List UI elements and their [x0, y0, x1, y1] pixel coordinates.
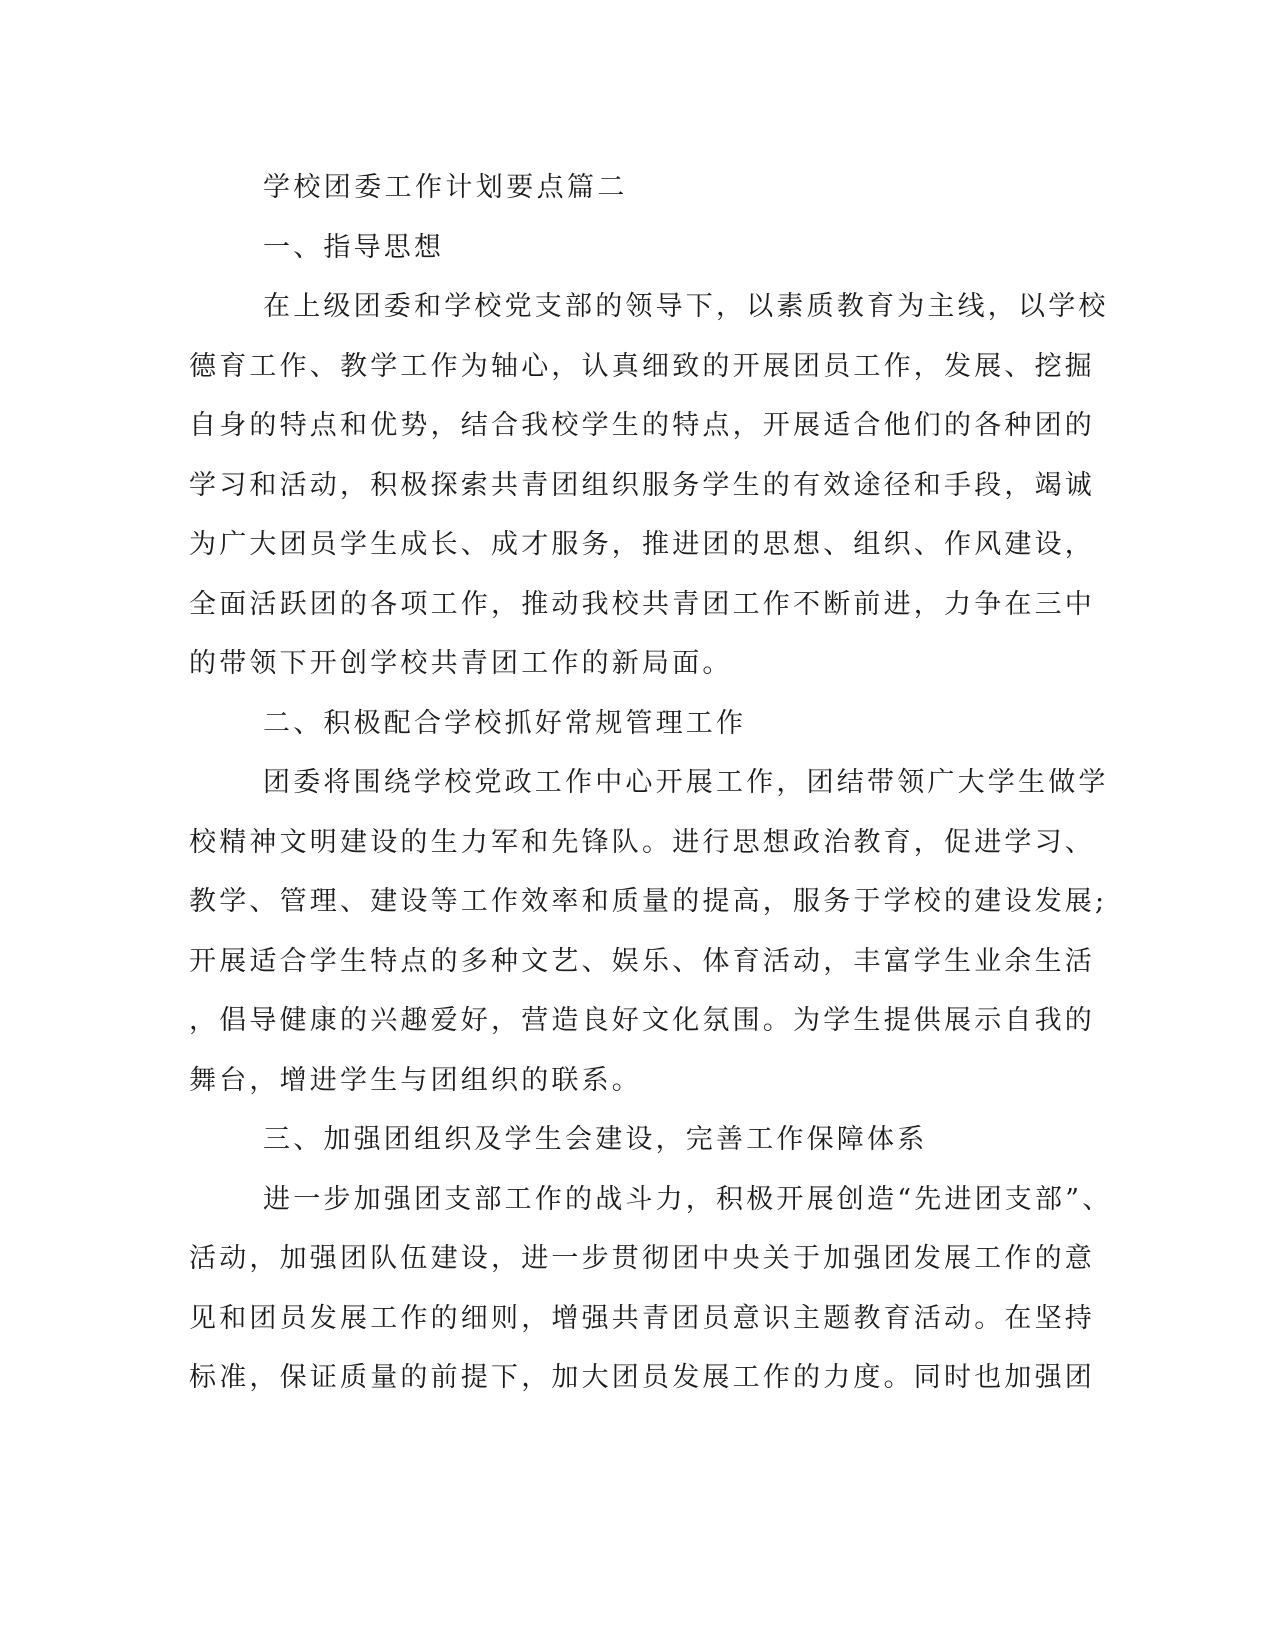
- paragraph-line: 的带领下开创学校共青团工作的新局面。: [189, 648, 733, 679]
- document-title: 学校团委工作计划要点篇二: [263, 172, 628, 203]
- paragraph-line: 全面活跃团的各项工作，推动我校共青团工作不断前进，力争在三中: [189, 588, 1095, 620]
- section-heading-2: 二、积极配合学校抓好常规管理工作: [263, 707, 747, 739]
- paragraph-line: 自身的特点和优势，结合我校学生的特点，开展适合他们的各种团的: [189, 410, 1095, 441]
- paragraph-line: 学习和活动，积极探索共青团组织服务学生的有效途径和手段，竭诚: [189, 469, 1095, 501]
- paragraph-line: 为广大团员学生成长、成才服务，推进团的思想、组织、作风建设，: [189, 529, 1095, 560]
- paragraph-line: 德育工作、教学工作为轴心，认真细致的开展团员工作，发展、挖掘: [189, 350, 1095, 382]
- section-heading-1: 一、指导思想: [263, 231, 445, 263]
- paragraph-line: 在上级团委和学校党支部的领导下，以素质教育为主线，以学校: [263, 291, 1109, 322]
- paragraph-line: 开展适合学生特点的多种文艺、娱乐、体育活动，丰富学生业余生活: [189, 945, 1095, 977]
- paragraph-line: 舞台，增进学生与团组织的联系。: [189, 1064, 642, 1096]
- paragraph-line: 活动，加强团队伍建设，进一步贯彻团中央关于加强团发展工作的意: [189, 1243, 1095, 1274]
- paragraph-line: 见和团员发展工作的细则，增强共青团员意识主题教育活动。在坚持: [189, 1302, 1095, 1334]
- paragraph-line: 标准，保证质量的前提下，加大团员发展工作的力度。同时也加强团: [189, 1362, 1095, 1393]
- paragraph-line: 进一步加强团支部工作的战斗力，积极开展创造“先进团支部”、: [263, 1183, 1113, 1215]
- paragraph-line: 团委将围绕学校党政工作中心开展工作，团结带领广大学生做学: [263, 767, 1109, 798]
- paragraph-line: 校精神文明建设的生力军和先锋队。进行思想政治教育，促进学习、: [189, 826, 1095, 858]
- section-heading-3: 三、加强团组织及学生会建设，完善工作保障体系: [263, 1124, 928, 1155]
- document-body: [189, 158, 1113, 1408]
- paragraph-line: ，倡导健康的兴趣爱好，营造良好文化氛围。为学生提供展示自我的: [189, 1005, 1095, 1036]
- paragraph-line: 教学、管理、建设等工作效率和质量的提高，服务于学校的建设发展;: [189, 886, 1108, 917]
